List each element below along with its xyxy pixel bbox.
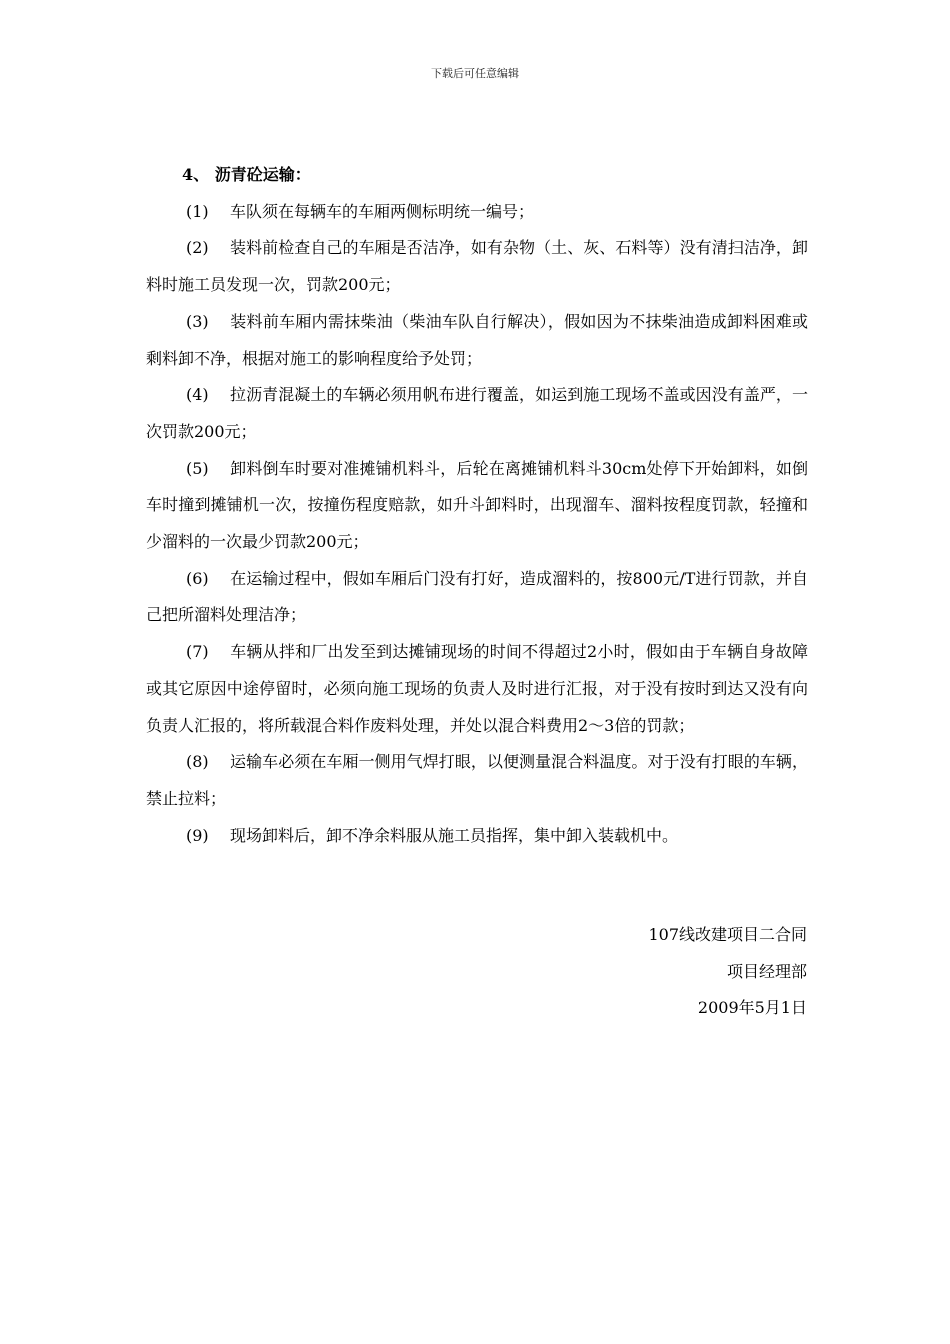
section-title: 4、 沥青砼运输： xyxy=(182,165,311,184)
item-number: (2) xyxy=(186,238,209,258)
item-number: (7) xyxy=(186,642,209,662)
rule-item-6 xyxy=(146,561,808,634)
rule-item-9 xyxy=(146,818,808,855)
item-number: (5) xyxy=(186,458,209,478)
rule-item-1 xyxy=(146,194,808,231)
item-number: (3) xyxy=(186,311,209,331)
rule-item-3 xyxy=(146,304,808,377)
item-number: (1) xyxy=(186,201,209,221)
page-header: 下载后可任意编辑 xyxy=(431,67,519,80)
item-number: (6) xyxy=(186,568,209,588)
signature-block xyxy=(648,917,807,1027)
rule-item-7 xyxy=(146,634,808,744)
rule-item-2 xyxy=(146,230,808,303)
signature-department: 项目经理部 xyxy=(726,961,807,981)
rule-item-8 xyxy=(146,744,808,817)
signature-date: 2009年5月1日 xyxy=(697,998,807,1017)
item-text: 现场卸料后，卸不净余料服从施工员指挥，集中卸入装载机中。 xyxy=(230,825,679,845)
item-text: 装料前检查自己的车厢是否洁净，如有杂物（土、灰、石料等）没有清扫洁净，卸料时施工员发现一次，罚款200元； xyxy=(146,238,808,295)
item-text: 车辆从拌和厂出发至到达摊铺现场的时间不得超过2小时，假如由于车辆自身故障或其它原因中途停留时，必须向施工现场的负责人及时进行汇报，对于没有按时到达又没有向负责人汇报的，将所载混合料作废料处理，并处以混合料费用2～3倍的罚款； xyxy=(146,642,808,735)
item-text: 运输车必须在车厢一侧用气焊打眼，以便测量混合料温度。对于没有打眼的车辆，禁止拉料； xyxy=(146,752,808,808)
item-text: 车队须在每辆车的车厢两侧标明统一编号； xyxy=(230,201,535,221)
document-body xyxy=(146,157,808,854)
signature-organization: 107线改建项目二合同 xyxy=(648,925,807,944)
rule-item-4 xyxy=(146,377,808,450)
item-text: 拉沥青混凝土的车辆必须用帆布进行覆盖，如运到施工现场不盖或因没有盖严，一次罚款200元； xyxy=(146,385,808,441)
item-text: 卸料倒车时要对准摊铺机料斗，后轮在离摊铺机料斗30cm处停下开始卸料，如倒车时撞到摊铺机一次，按撞伤程度赔款，如升斗卸料时，出现溜车、溜料按程度罚款，轻撞和少溜料的一次最少罚款200元； xyxy=(146,458,808,552)
item-number: (4) xyxy=(186,385,209,405)
item-number: (9) xyxy=(186,825,209,845)
item-text: 在运输过程中，假如车厢后门没有打好，造成溜料的，按800元/T进行罚款，并自己把所溜料处理洁净； xyxy=(146,568,808,625)
item-text: 装料前车厢内需抹柴油（柴油车队自行解决），假如因为不抹柴油造成卸料困难或剩料卸不净，根据对施工的影响程度给予处罚； xyxy=(146,311,808,368)
rule-item-5 xyxy=(146,451,808,561)
item-number: (8) xyxy=(186,752,209,772)
